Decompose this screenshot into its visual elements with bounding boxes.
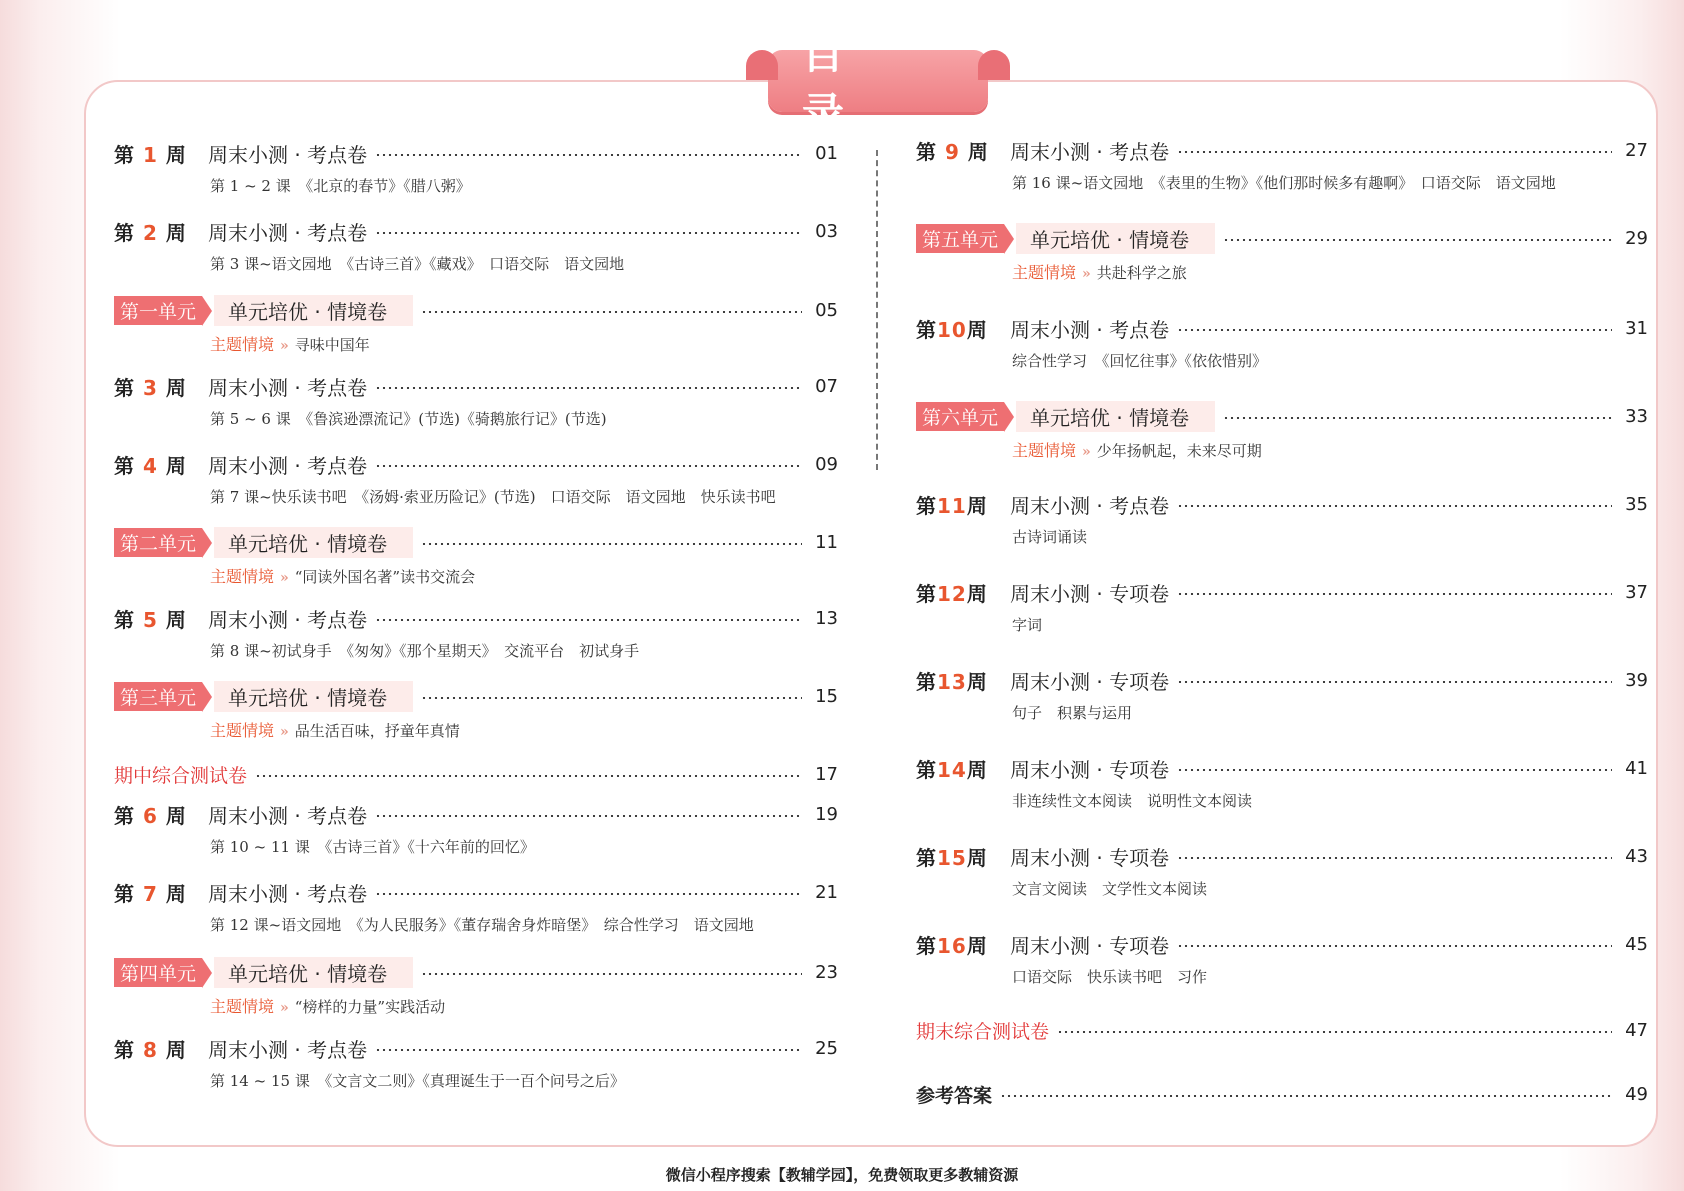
page-number: 43	[1625, 845, 1648, 867]
leader-dots	[375, 1049, 802, 1051]
exam-title: 期中综合测试卷	[114, 764, 248, 787]
week-label	[916, 666, 1010, 695]
toc-entry[interactable]	[916, 665, 1648, 695]
unit-badge: 第五单元	[916, 224, 1004, 253]
theme-text: 共赴科学之旅	[1096, 264, 1187, 282]
week-suffix: 周	[157, 220, 187, 245]
week-suffix: 周	[157, 453, 187, 478]
week-number: 8	[142, 1037, 158, 1062]
lesson-list: 古诗词诵读	[1012, 528, 1088, 546]
toc-entry[interactable]	[114, 877, 838, 907]
week-prefix: 第	[916, 493, 937, 518]
week-suffix: 周	[966, 845, 988, 870]
week-label	[114, 450, 208, 479]
page-number: 09	[815, 453, 838, 475]
week-number: 6	[142, 803, 158, 828]
toc-entry[interactable]	[114, 216, 838, 246]
week-number: 9	[944, 139, 960, 164]
theme-text: 少年扬帆起，未来尽可期	[1096, 442, 1262, 460]
week-prefix: 第	[916, 757, 937, 782]
answers-title: 参考答案	[916, 1084, 993, 1107]
lesson-list: 第 7 课~快乐读书吧 《汤姆·索亚历险记》(节选) 口语交际 语文园地 快乐读书吧	[210, 488, 776, 506]
week-prefix: 第	[916, 669, 937, 694]
leader-dots	[255, 775, 802, 777]
paper-title: 单元培优 · 情境卷	[214, 957, 413, 988]
lesson-list: 第 5 ~ 6 课 《鲁滨逊漂流记》(节选)《骑鹅旅行记》(节选)	[210, 410, 607, 428]
page-number: 19	[815, 803, 838, 825]
unit-badge: 第四单元	[114, 958, 202, 987]
page-number: 13	[815, 607, 838, 629]
paper-title: 周末小测 · 考点卷	[208, 142, 368, 167]
week-number: 14	[937, 757, 967, 782]
toc-entry[interactable]	[916, 1015, 1648, 1045]
leader-dots	[375, 465, 802, 467]
week-suffix: 周	[157, 1037, 187, 1062]
paper-title: 周末小测 · 考点卷	[208, 220, 368, 245]
week-prefix: 第	[114, 453, 143, 478]
page-number: 39	[1625, 669, 1648, 691]
lesson-list: 句子 积累与运用	[1012, 704, 1133, 722]
lesson-list: 第 14 ~ 15 课 《文言文二则》《真理诞生于一百个问号之后》	[210, 1072, 625, 1090]
page-number: 37	[1625, 581, 1648, 603]
page-number: 35	[1625, 493, 1648, 515]
week-suffix: 周	[966, 581, 988, 606]
theme-line	[1012, 260, 1187, 283]
paper-title: 周末小测 · 考点卷	[1010, 493, 1170, 518]
theme-label: 主题情境	[210, 335, 275, 354]
leader-dots	[1177, 329, 1612, 331]
page-number: 49	[1625, 1083, 1648, 1105]
week-suffix: 周	[966, 933, 988, 958]
theme-line	[210, 994, 445, 1017]
week-label	[114, 878, 208, 907]
week-suffix: 周	[966, 317, 988, 342]
leader-dots	[1177, 681, 1612, 683]
leader-dots	[421, 543, 802, 545]
toc-entry[interactable]	[916, 313, 1648, 343]
page-number: 31	[1625, 317, 1648, 339]
week-prefix: 第	[114, 607, 143, 632]
week-number: 11	[937, 493, 967, 518]
page-number: 15	[815, 685, 838, 707]
week-label	[916, 930, 1010, 959]
paper-title: 周末小测 · 考点卷	[208, 1037, 368, 1062]
page-number: 23	[815, 961, 838, 983]
toc-entry[interactable]	[114, 759, 838, 789]
theme-text: 品生活百味，抒童年真情	[294, 722, 460, 740]
week-prefix: 第	[114, 375, 143, 400]
leader-dots	[421, 311, 802, 313]
theme-line	[1012, 438, 1262, 461]
week-number: 1	[142, 142, 158, 167]
week-suffix: 周	[966, 757, 988, 782]
toc-entry[interactable]	[916, 1079, 1648, 1109]
paper-title: 周末小测 · 考点卷	[208, 607, 368, 632]
lesson-list: 第 10 ~ 11 课 《古诗三首》《十六年前的回忆》	[210, 838, 535, 856]
week-label	[114, 372, 208, 401]
toc-entry[interactable]	[114, 957, 838, 987]
double-chevron-icon: »	[280, 724, 289, 740]
week-label	[114, 1034, 208, 1063]
leader-dots	[1177, 857, 1612, 859]
paper-title: 周末小测 · 专项卷	[1010, 757, 1170, 782]
toc-entry[interactable]	[916, 577, 1648, 607]
paper-title: 单元培优 · 情境卷	[214, 681, 413, 712]
theme-text: “榜样的力量”实践活动	[294, 998, 446, 1016]
paper-title: 周末小测 · 考点卷	[208, 375, 368, 400]
paper-title: 单元培优 · 情境卷	[1016, 223, 1215, 254]
leader-dots	[1177, 505, 1612, 507]
week-number: 16	[937, 933, 967, 958]
page-number: 33	[1625, 405, 1648, 427]
theme-text: 寻味中国年	[294, 336, 370, 354]
week-prefix: 第	[114, 803, 143, 828]
lesson-list: 第 12 课~语文园地 《为人民服务》《董存瑞舍身炸暗堡》 综合性学习 语文园地	[210, 916, 754, 934]
theme-label: 主题情境	[210, 567, 275, 586]
page-number: 45	[1625, 933, 1648, 955]
week-number: 7	[142, 881, 158, 906]
paper-title: 周末小测 · 专项卷	[1010, 933, 1170, 958]
week-label	[916, 754, 1010, 783]
week-suffix: 周	[157, 881, 187, 906]
week-label	[114, 604, 208, 633]
leader-dots	[421, 697, 802, 699]
page-number: 27	[1625, 139, 1648, 161]
paper-title: 周末小测 · 专项卷	[1010, 669, 1170, 694]
week-suffix: 周	[966, 493, 988, 518]
lesson-list: 综合性学习 《回忆往事》《依依惜别》	[1012, 352, 1268, 370]
week-number: 3	[142, 375, 158, 400]
lesson-list: 第 16 课~语文园地 《表里的生物》《他们那时候多有趣啊》 口语交际 语文园地	[1012, 174, 1556, 192]
leader-dots	[375, 232, 802, 234]
theme-label: 主题情境	[1012, 263, 1077, 282]
exam-title: 期末综合测试卷	[916, 1020, 1050, 1043]
week-label	[916, 842, 1010, 871]
week-label	[114, 800, 208, 829]
toc-entry[interactable]	[114, 603, 838, 633]
toc-entry[interactable]	[114, 449, 838, 479]
week-prefix: 第	[114, 142, 143, 167]
week-number: 2	[142, 220, 158, 245]
lesson-list: 第 1 ~ 2 课 《北京的春节》《腊八粥》	[210, 177, 471, 195]
leader-dots	[1177, 593, 1612, 595]
page-number: 01	[815, 142, 838, 164]
lesson-list: 文言文阅读 文学性文本阅读	[1012, 880, 1208, 898]
toc-entry[interactable]	[916, 489, 1648, 519]
theme-line	[210, 564, 475, 587]
page-number: 05	[815, 299, 838, 321]
toc-entry[interactable]	[916, 223, 1648, 253]
double-chevron-icon: »	[1082, 266, 1091, 282]
week-prefix: 第	[114, 881, 143, 906]
paper-title: 单元培优 · 情境卷	[214, 527, 413, 558]
week-label	[916, 136, 1010, 165]
page-number: 07	[815, 375, 838, 397]
leader-dots	[375, 893, 802, 895]
double-chevron-icon: »	[1082, 444, 1091, 460]
toc-title: 目	[768, 50, 988, 112]
toc-entry[interactable]	[114, 681, 838, 711]
unit-badge: 第一单元	[114, 296, 202, 325]
unit-badge: 第六单元	[916, 402, 1004, 431]
toc-entry[interactable]	[114, 799, 838, 829]
week-prefix: 第	[916, 581, 937, 606]
week-prefix: 第	[916, 317, 937, 342]
leader-dots	[1223, 239, 1612, 241]
week-suffix: 周	[157, 607, 187, 632]
week-number: 5	[142, 607, 158, 632]
page-number: 25	[815, 1037, 838, 1059]
toc-entry[interactable]	[916, 135, 1648, 165]
lesson-list: 口语交际 快乐读书吧 习作	[1012, 968, 1208, 986]
leader-dots	[375, 387, 802, 389]
paper-title: 周末小测 · 考点卷	[208, 803, 368, 828]
week-number: 4	[142, 453, 158, 478]
week-label	[114, 217, 208, 246]
paper-title: 周末小测 · 考点卷	[208, 881, 368, 906]
week-number: 12	[937, 581, 967, 606]
leader-dots	[1000, 1095, 1612, 1097]
paper-title: 单元培优 · 情境卷	[1016, 401, 1215, 432]
week-number: 15	[937, 845, 967, 870]
column-divider	[876, 150, 878, 470]
toc-entry[interactable]	[916, 841, 1648, 871]
week-prefix: 第	[916, 845, 937, 870]
page-number: 29	[1625, 227, 1648, 249]
page-number: 17	[815, 763, 838, 785]
paper-title: 周末小测 · 考点卷	[1010, 317, 1170, 342]
week-prefix: 第	[916, 933, 937, 958]
week-suffix: 周	[157, 142, 187, 167]
lesson-list: 字词	[1012, 616, 1043, 634]
toc-entry[interactable]	[916, 401, 1648, 431]
lesson-list: 第 8 课~初试身手 《匆匆》《那个星期天》 交流平台 初试身手	[210, 642, 640, 660]
unit-badge: 第二单元	[114, 528, 202, 557]
week-prefix: 第	[114, 220, 143, 245]
theme-label: 主题情境	[210, 997, 275, 1016]
week-number: 10	[937, 317, 967, 342]
toc-entry[interactable]	[916, 753, 1648, 783]
unit-badge: 第三单元	[114, 682, 202, 711]
paper-title: 周末小测 · 专项卷	[1010, 581, 1170, 606]
week-label	[916, 578, 1010, 607]
double-chevron-icon: »	[280, 338, 289, 354]
week-suffix: 周	[959, 139, 989, 164]
theme-line	[210, 718, 460, 741]
week-suffix: 周	[157, 803, 187, 828]
lesson-list: 第 3 课~语文园地 《古诗三首》《藏戏》 口语交际 语文园地	[210, 255, 625, 273]
theme-text: “同读外国名著”读书交流会	[294, 568, 476, 586]
leader-dots	[1177, 945, 1612, 947]
page-number: 41	[1625, 757, 1648, 779]
leader-dots	[375, 154, 802, 156]
leader-dots	[375, 815, 802, 817]
theme-label: 主题情境	[1012, 441, 1077, 460]
week-prefix: 第	[916, 139, 945, 164]
footer-note: 微信小程序搜索【教辅学园】，免费领取更多教辅资源	[665, 1166, 1019, 1184]
toc-entry[interactable]	[916, 929, 1648, 959]
week-number: 13	[937, 669, 967, 694]
page-number: 21	[815, 881, 838, 903]
toc-entry[interactable]	[114, 295, 838, 325]
double-chevron-icon: »	[280, 1000, 289, 1016]
week-prefix: 第	[114, 1037, 143, 1062]
page-number: 11	[815, 531, 838, 553]
paper-title: 周末小测 · 专项卷	[1010, 845, 1170, 870]
theme-label: 主题情境	[210, 721, 275, 740]
leader-dots	[1223, 417, 1612, 419]
week-label	[916, 490, 1010, 519]
paper-title: 单元培优 · 情境卷	[214, 295, 413, 326]
toc-entry[interactable]	[114, 371, 838, 401]
leader-dots	[421, 973, 802, 975]
toc-entry[interactable]	[114, 527, 838, 557]
paper-title: 周末小测 · 考点卷	[208, 453, 368, 478]
week-suffix: 周	[157, 375, 187, 400]
lesson-list: 非连续性文本阅读 说明性文本阅读	[1012, 792, 1253, 810]
page-number: 47	[1625, 1019, 1648, 1041]
toc-entry[interactable]	[114, 138, 838, 168]
page-number: 03	[815, 220, 838, 242]
leader-dots	[1177, 151, 1612, 153]
leader-dots	[375, 619, 802, 621]
theme-line	[210, 332, 370, 355]
paper-title: 周末小测 · 考点卷	[1010, 139, 1170, 164]
week-label	[916, 314, 1010, 343]
double-chevron-icon: »	[280, 570, 289, 586]
leader-dots	[1057, 1031, 1612, 1033]
week-suffix: 周	[966, 669, 988, 694]
week-label	[114, 139, 208, 168]
leader-dots	[1177, 769, 1612, 771]
toc-entry[interactable]	[114, 1033, 838, 1063]
